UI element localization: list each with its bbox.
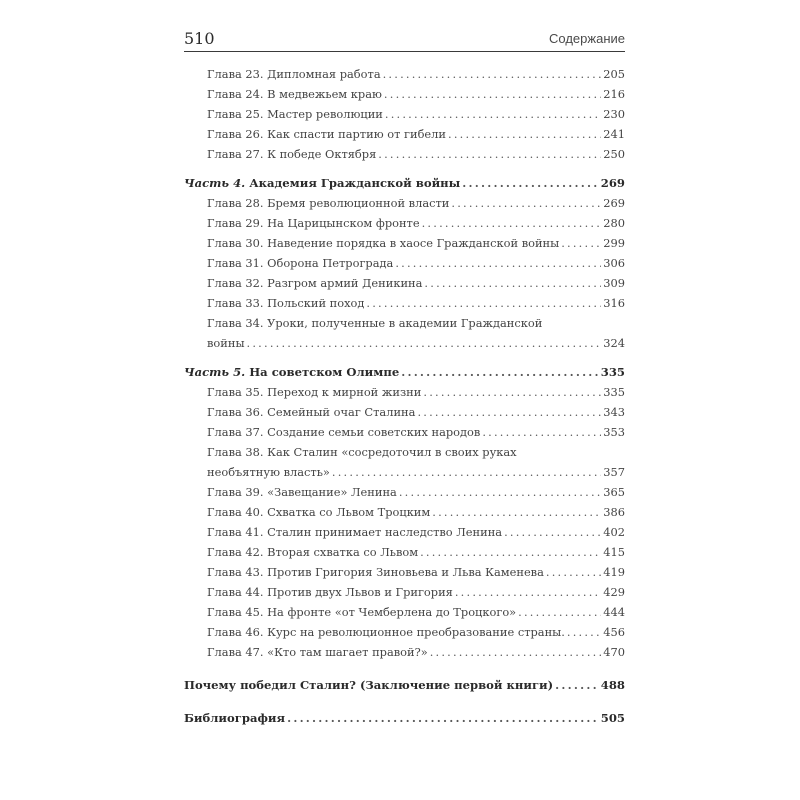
dot-leader (366, 293, 601, 313)
entry-page: 357 (603, 465, 625, 479)
page-number: 510 (184, 29, 215, 48)
entry-page: 335 (603, 385, 625, 399)
entry-title: Глава 28. Бремя революционной власти (207, 196, 450, 210)
part-label: Часть 4. (184, 176, 246, 190)
entry-title-line-1: Глава 38. Как Сталин «сосредоточил в своих руках (207, 445, 517, 459)
dot-leader (417, 402, 601, 422)
dot-leader (424, 273, 601, 293)
dot-leader (432, 502, 601, 522)
dot-leader (555, 675, 599, 695)
toc-entry-chapter-23[interactable] (184, 64, 625, 84)
entry-title: Глава 43. Против Григория Зиновьева и Льва Каменева (207, 565, 544, 579)
entry-title: Глава 23. Дипломная работа (207, 67, 381, 81)
table-of-contents (184, 64, 625, 728)
toc-entry-chapter-39[interactable] (184, 482, 625, 502)
entry-title: Глава 36. Семейный очаг Сталина (207, 405, 416, 419)
entry-page: 230 (603, 107, 625, 121)
toc-entry-chapter-27[interactable] (184, 144, 625, 164)
toc-entry-chapter-26[interactable] (184, 124, 625, 144)
entry-title (184, 173, 460, 193)
part-title: На советском Олимпе (249, 365, 400, 379)
entry-title: Глава 42. Вторая схватка со Львом (207, 545, 419, 559)
dot-leader (561, 233, 601, 253)
entry-title: Почему победил Сталин? (Заключение первой книги) (184, 678, 554, 692)
entry-title-line-1: Глава 34. Уроки, полученные в академии Гражданской (207, 316, 543, 330)
dot-leader (287, 708, 599, 728)
dot-leader (399, 482, 601, 502)
entry-title: Глава 29. На Царицынском фронте (207, 216, 420, 230)
entry-title: Глава 33. Польский поход (207, 296, 365, 310)
entry-page: 386 (603, 505, 625, 519)
book-page (184, 25, 625, 728)
entry-page: 299 (603, 236, 625, 250)
entry-title: Глава 35. Переход к мирной жизни (207, 385, 422, 399)
toc-entry-chapter-44[interactable] (184, 582, 625, 602)
toc-entry-chapter-31[interactable] (184, 253, 625, 273)
entry-page: 402 (603, 525, 625, 539)
entry-title: Глава 32. Разгром армий Деникина (207, 276, 423, 290)
entry-page: 429 (603, 585, 625, 599)
toc-entry-chapter-24[interactable] (184, 84, 625, 104)
dot-leader (455, 582, 601, 602)
entry-page: 241 (603, 127, 625, 141)
toc-entry-chapter-30[interactable] (184, 233, 625, 253)
entry-page: 415 (603, 545, 625, 559)
dot-leader (462, 173, 599, 193)
dot-leader (482, 422, 601, 442)
toc-entry-chapter-40[interactable] (184, 502, 625, 522)
dot-leader (518, 602, 601, 622)
entry-title: Глава 44. Против двух Львов и Григория (207, 585, 453, 599)
entry-title: Глава 45. На фронте «от Чемберлена до Троцкого» (207, 605, 517, 619)
entry-page: 324 (603, 336, 625, 350)
part-label: Часть 5. (184, 365, 246, 379)
toc-entry-chapter-29[interactable] (184, 213, 625, 233)
entry-title: Глава 46. Курс на революционное преобразование страны. (207, 625, 565, 639)
dot-leader (332, 462, 601, 482)
entry-page: 269 (603, 196, 625, 210)
entry-page: 316 (603, 296, 625, 310)
toc-entry-part-4[interactable] (184, 173, 625, 193)
entry-page: 309 (603, 276, 625, 290)
entry-title: Глава 41. Сталин принимает наследство Ленина (207, 525, 503, 539)
toc-entry-chapter-43[interactable] (184, 562, 625, 582)
entry-page: 216 (603, 87, 625, 101)
toc-entry-bibliography[interactable] (184, 708, 625, 728)
entry-title-line-2: необъятную власть» (207, 465, 330, 479)
toc-entry-chapter-45[interactable] (184, 602, 625, 622)
toc-entry-chapter-42[interactable] (184, 542, 625, 562)
dot-leader (378, 144, 601, 164)
dot-leader (423, 382, 601, 402)
entry-page: 365 (603, 485, 625, 499)
entry-page: 353 (603, 425, 625, 439)
toc-entry-chapter-34[interactable] (184, 313, 625, 353)
dot-leader (504, 522, 601, 542)
entry-title: Глава 37. Создание семьи советских народов (207, 425, 481, 439)
entry-page: 419 (603, 565, 625, 579)
dot-leader (420, 542, 601, 562)
entry-title: Глава 30. Наведение порядка в хаосе Гражданской войны (207, 236, 560, 250)
entry-page: 205 (603, 67, 625, 81)
entry-page: 488 (600, 678, 625, 692)
entry-title: Глава 26. Как спасти партию от гибели (207, 127, 447, 141)
entry-title: Глава 40. Схватка со Львом Троцким (207, 505, 431, 519)
running-title: Содержание (549, 31, 625, 46)
toc-entry-chapter-28[interactable] (184, 193, 625, 213)
toc-entry-chapter-36[interactable] (184, 402, 625, 422)
running-head (184, 25, 625, 52)
entry-title: Глава 24. В медвежьем краю (207, 87, 382, 101)
entry-title: Глава 39. «Завещание» Ленина (207, 485, 397, 499)
toc-entry-chapter-46[interactable] (184, 622, 625, 642)
entry-page: 280 (603, 216, 625, 230)
toc-entry-chapter-25[interactable] (184, 104, 625, 124)
toc-entry-part-5[interactable] (184, 362, 625, 382)
dot-leader (422, 213, 602, 233)
toc-entry-chapter-47[interactable] (184, 642, 625, 662)
toc-entry-chapter-41[interactable] (184, 522, 625, 542)
dot-leader (448, 124, 601, 144)
dot-leader (546, 562, 601, 582)
toc-entry-chapter-32[interactable] (184, 273, 625, 293)
dot-leader (383, 64, 602, 84)
entry-title: Глава 47. «Кто там шагает правой?» (207, 645, 428, 659)
entry-title (184, 362, 399, 382)
entry-page: 505 (600, 711, 625, 725)
toc-entry-chapter-38[interactable] (184, 442, 625, 482)
part-title: Академия Гражданской войны (249, 176, 461, 190)
dot-leader (430, 642, 602, 662)
entry-title: Глава 31. Оборона Петрограда (207, 256, 394, 270)
entry-page: 470 (603, 645, 625, 659)
dot-leader (247, 333, 602, 353)
entry-page: 250 (603, 147, 625, 161)
entry-page: 343 (603, 405, 625, 419)
dot-leader (385, 104, 601, 124)
dot-leader (401, 362, 599, 382)
toc-entry-chapter-33[interactable] (184, 293, 625, 313)
entry-title: Глава 25. Мастер революции (207, 107, 383, 121)
dot-leader (451, 193, 601, 213)
entry-page: 335 (600, 365, 625, 379)
toc-entry-chapter-35[interactable] (184, 382, 625, 402)
entry-title: Глава 27. К победе Октября (207, 147, 377, 161)
entry-title-line-2: войны (207, 336, 245, 350)
entry-page: 444 (603, 605, 625, 619)
dot-leader (567, 622, 601, 642)
toc-entry-chapter-37[interactable] (184, 422, 625, 442)
dot-leader (395, 253, 601, 273)
entry-title: Библиография (184, 711, 286, 725)
toc-entry-conclusion[interactable] (184, 675, 625, 695)
entry-page: 269 (600, 176, 625, 190)
dot-leader (384, 84, 601, 104)
entry-page: 306 (603, 256, 625, 270)
entry-page: 456 (603, 625, 625, 639)
